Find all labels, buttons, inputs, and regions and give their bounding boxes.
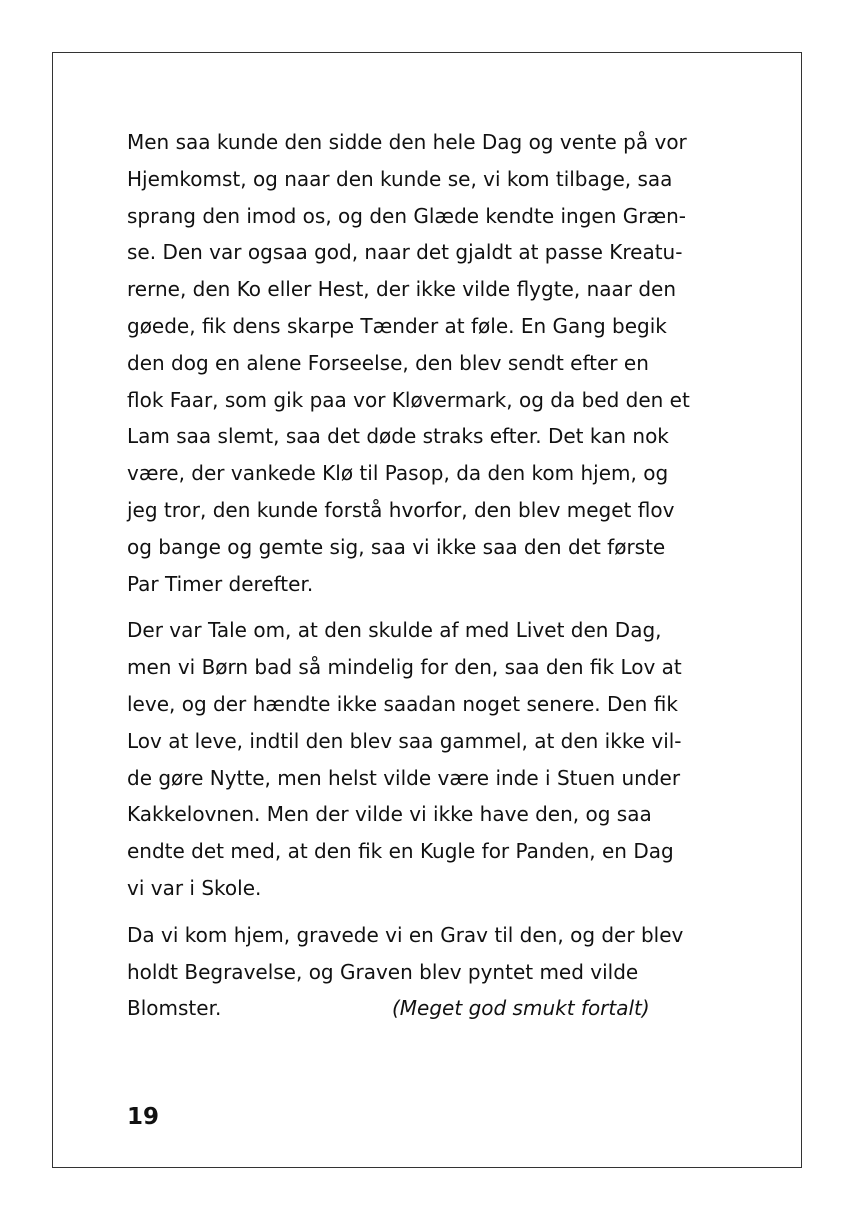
editor-remark: (Meget god smukt fortalt) <box>392 996 650 1021</box>
text-line: den dog en alene Forseelse, den blev sendt efter en <box>127 350 649 375</box>
last-line <box>127 990 727 1027</box>
text-line: Kakkelovnen. Men der vilde vi ikke have den, og saa <box>127 802 652 827</box>
paragraph-gap <box>127 602 727 612</box>
text-line: sprang den imod os, og den Glæde kendte ingen Græn- <box>127 203 686 228</box>
paragraph-2 <box>127 612 727 906</box>
text-line: endte det med, at den fik en Kugle for Panden, en Dag <box>127 839 674 864</box>
text-line: flok Faar, som gik paa vor Kløvermark, og da bed den et <box>127 387 690 412</box>
text-line: Da vi kom hjem, gravede vi en Grav til den, og der blev <box>127 922 684 947</box>
text-line: vi var i Skole. <box>127 875 262 900</box>
text-line: gøede, fik dens skarpe Tænder at føle. En Gang begik <box>127 313 667 338</box>
text-line: og bange og gemte sig, saa vi ikke saa den det første <box>127 534 666 559</box>
text-line: være, der vankede Klø til Pasop, da den kom hjem, og <box>127 461 669 486</box>
text-line: leve, og der hændte ikke saadan noget senere. Den fik <box>127 691 678 716</box>
text-line: Lov at leve, indtil den blev saa gammel, at den ikke vil- <box>127 728 682 753</box>
text-line: Men saa kunde den sidde den hele Dag og vente på vor <box>127 130 687 154</box>
last-line-text: Blomster. <box>127 996 222 1021</box>
text-line: rerne, den Ko eller Hest, der ikke vilde flygte, naar den <box>127 277 677 302</box>
text-line: jeg tror, den kunde forstå hvorfor, den blev meget flov <box>127 497 675 522</box>
text-line: Der var Tale om, at den skulde af med Livet den Dag, <box>127 618 662 643</box>
body-text <box>127 124 727 1027</box>
text-line: Hjemkomst, og naar den kunde se, vi kom tilbage, saa <box>127 166 673 191</box>
paragraph-gap <box>127 907 727 917</box>
text-line: Lam saa slemt, saa det døde straks efter. Det kan nok <box>127 424 669 449</box>
page-number: 19 <box>127 1104 160 1130</box>
paragraph-1 <box>127 124 727 602</box>
paragraph-3 <box>127 917 727 1027</box>
text-line: men vi Børn bad så mindelig for den, saa den fik Lov at <box>127 655 682 680</box>
text-line: Par Timer derefter. <box>127 571 314 596</box>
text-line: de gøre Nytte, men helst vilde være inde i Stuen under <box>127 765 681 790</box>
text-line: holdt Begravelse, og Graven blev pyntet med vilde <box>127 959 639 984</box>
text-line: se. Den var ogsaa god, naar det gjaldt at passe Kreatu- <box>127 240 683 265</box>
